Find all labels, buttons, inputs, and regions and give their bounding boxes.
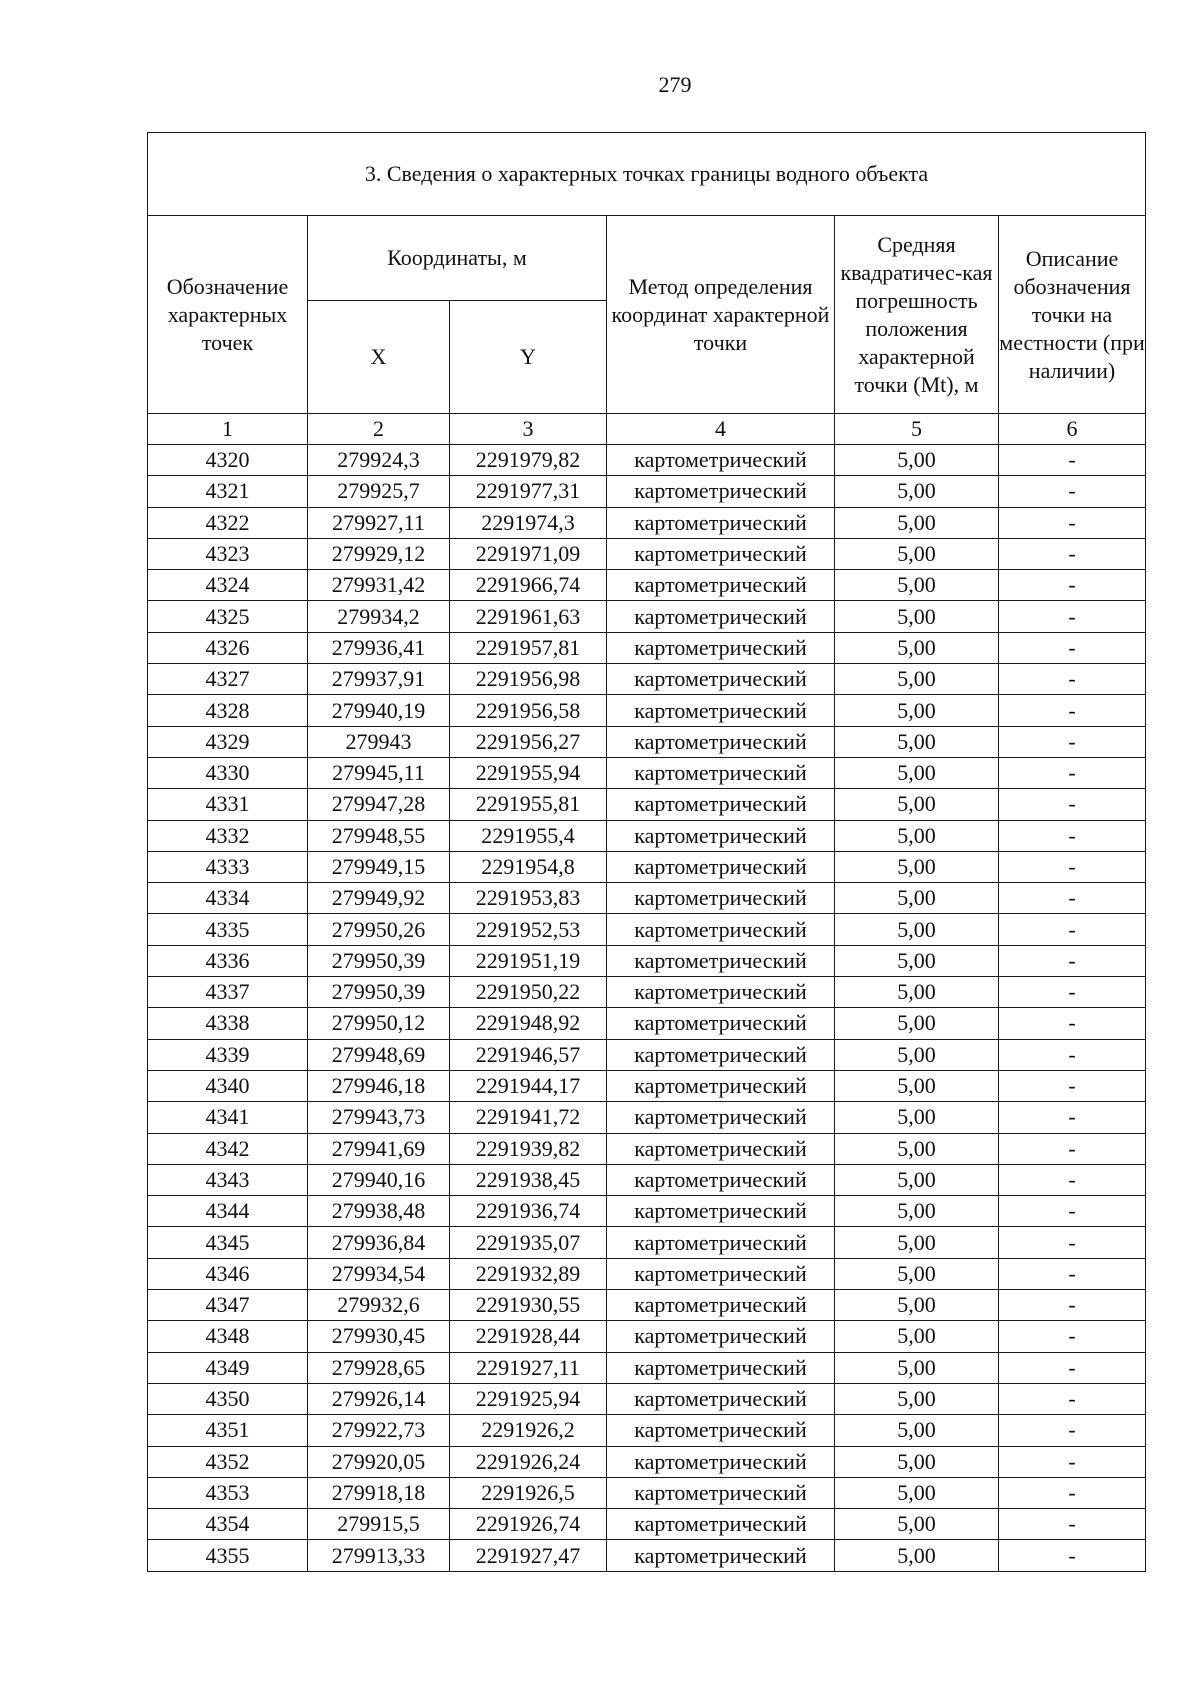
cell-method: картометрический [607, 851, 835, 882]
cell-y: 2291971,09 [450, 538, 607, 569]
cell-description: - [999, 1290, 1146, 1321]
table-title-row [148, 133, 1146, 216]
cell-x: 279950,39 [308, 945, 450, 976]
cell-method: картометрический [607, 445, 835, 476]
cell-description: - [999, 820, 1146, 851]
cell-point-id: 4346 [148, 1258, 308, 1289]
table-row [148, 945, 1146, 976]
cell-y: 2291935,07 [450, 1227, 607, 1258]
cell-y: 2291939,82 [450, 1133, 607, 1164]
cell-x: 279940,16 [308, 1164, 450, 1195]
cell-method: картометрический [607, 632, 835, 663]
cell-error: 5,00 [835, 1102, 999, 1133]
cell-y: 2291926,24 [450, 1446, 607, 1477]
cell-y: 2291979,82 [450, 445, 607, 476]
cell-error: 5,00 [835, 1383, 999, 1414]
cell-error: 5,00 [835, 445, 999, 476]
cell-y: 2291956,58 [450, 695, 607, 726]
cell-error: 5,00 [835, 789, 999, 820]
cell-description: - [999, 570, 1146, 601]
table-row [148, 726, 1146, 757]
cell-point-id: 4341 [148, 1102, 308, 1133]
cell-x: 279920,05 [308, 1446, 450, 1477]
cell-description: - [999, 1540, 1146, 1571]
cell-x: 279943,73 [308, 1102, 450, 1133]
table-row [148, 570, 1146, 601]
cell-x: 279932,6 [308, 1290, 450, 1321]
cell-point-id: 4326 [148, 632, 308, 663]
table-row [148, 1383, 1146, 1414]
cell-method: картометрический [607, 1164, 835, 1195]
cell-error: 5,00 [835, 757, 999, 788]
table-row [148, 1196, 1146, 1227]
cell-x: 279949,92 [308, 883, 450, 914]
cell-description: - [999, 726, 1146, 757]
cell-error: 5,00 [835, 1133, 999, 1164]
cell-y: 2291926,5 [450, 1477, 607, 1508]
cell-error: 5,00 [835, 820, 999, 851]
cell-method: картометрический [607, 820, 835, 851]
cell-error: 5,00 [835, 1070, 999, 1101]
cell-error: 5,00 [835, 977, 999, 1008]
cell-method: картометрический [607, 1290, 835, 1321]
table-row [148, 1008, 1146, 1039]
cell-y: 2291952,53 [450, 914, 607, 945]
cell-x: 279948,69 [308, 1039, 450, 1070]
cell-method: картометрический [607, 1258, 835, 1289]
cell-x: 279913,33 [308, 1540, 450, 1571]
cell-x: 279943 [308, 726, 450, 757]
cell-method: картометрический [607, 601, 835, 632]
cell-point-id: 4336 [148, 945, 308, 976]
cell-y: 2291956,98 [450, 664, 607, 695]
cell-x: 279936,41 [308, 632, 450, 663]
cell-method: картометрический [607, 1383, 835, 1414]
cell-y: 2291946,57 [450, 1039, 607, 1070]
cell-error: 5,00 [835, 664, 999, 695]
cell-error: 5,00 [835, 945, 999, 976]
cell-description: - [999, 1383, 1146, 1414]
cell-y: 2291977,31 [450, 476, 607, 507]
table-row [148, 1540, 1146, 1571]
cell-method: картометрический [607, 914, 835, 945]
cell-description: - [999, 1477, 1146, 1508]
cell-point-id: 4353 [148, 1477, 308, 1508]
table-row [148, 632, 1146, 663]
table-row [148, 445, 1146, 476]
cell-method: картометрический [607, 1070, 835, 1101]
cell-y: 2291926,74 [450, 1509, 607, 1540]
column-number: 2 [308, 414, 450, 445]
table-row [148, 757, 1146, 788]
cell-point-id: 4327 [148, 664, 308, 695]
table-row [148, 977, 1146, 1008]
table-row [148, 695, 1146, 726]
cell-description: - [999, 1321, 1146, 1352]
cell-error: 5,00 [835, 1227, 999, 1258]
cell-y: 2291950,22 [450, 977, 607, 1008]
cell-method: картометрический [607, 507, 835, 538]
cell-error: 5,00 [835, 601, 999, 632]
cell-method: картометрический [607, 1415, 835, 1446]
cell-x: 279945,11 [308, 757, 450, 788]
table-row [148, 1446, 1146, 1477]
cell-point-id: 4322 [148, 507, 308, 538]
cell-y: 2291925,94 [450, 1383, 607, 1414]
cell-x: 279936,84 [308, 1227, 450, 1258]
cell-y: 2291955,81 [450, 789, 607, 820]
cell-y: 2291957,81 [450, 632, 607, 663]
cell-description: - [999, 789, 1146, 820]
cell-method: картометрический [607, 945, 835, 976]
cell-x: 279924,3 [308, 445, 450, 476]
cell-point-id: 4338 [148, 1008, 308, 1039]
cell-description: - [999, 945, 1146, 976]
cell-x: 279929,12 [308, 538, 450, 569]
cell-x: 279928,65 [308, 1352, 450, 1383]
table-row [148, 1102, 1146, 1133]
cell-error: 5,00 [835, 1008, 999, 1039]
cell-error: 5,00 [835, 851, 999, 882]
cell-description: - [999, 1352, 1146, 1383]
cell-point-id: 4347 [148, 1290, 308, 1321]
table-row [148, 1509, 1146, 1540]
cell-x: 279934,2 [308, 601, 450, 632]
cell-error: 5,00 [835, 1446, 999, 1477]
cell-point-id: 4350 [148, 1383, 308, 1414]
cell-point-id: 4323 [148, 538, 308, 569]
cell-y: 2291954,8 [450, 851, 607, 882]
table-row [148, 1290, 1146, 1321]
cell-error: 5,00 [835, 1164, 999, 1195]
cell-point-id: 4351 [148, 1415, 308, 1446]
cell-point-id: 4354 [148, 1509, 308, 1540]
cell-error: 5,00 [835, 695, 999, 726]
cell-description: - [999, 1509, 1146, 1540]
cell-description: - [999, 1258, 1146, 1289]
cell-description: - [999, 757, 1146, 788]
cell-method: картометрический [607, 1227, 835, 1258]
cell-y: 2291953,83 [450, 883, 607, 914]
cell-point-id: 4340 [148, 1070, 308, 1101]
cell-point-id: 4348 [148, 1321, 308, 1352]
cell-description: - [999, 507, 1146, 538]
header-y: Y [450, 301, 607, 414]
cell-x: 279948,55 [308, 820, 450, 851]
cell-point-id: 4337 [148, 977, 308, 1008]
cell-y: 2291938,45 [450, 1164, 607, 1195]
column-number: 4 [607, 414, 835, 445]
cell-method: картометрический [607, 1102, 835, 1133]
header-coords: Координаты, м [308, 216, 607, 301]
cell-x: 279950,26 [308, 914, 450, 945]
cell-y: 2291936,74 [450, 1196, 607, 1227]
cell-x: 279950,39 [308, 977, 450, 1008]
cell-error: 5,00 [835, 570, 999, 601]
header-row-top [148, 216, 1146, 301]
table-row [148, 476, 1146, 507]
cell-description: - [999, 914, 1146, 945]
table-row [148, 664, 1146, 695]
cell-y: 2291944,17 [450, 1070, 607, 1101]
cell-method: картометрический [607, 1133, 835, 1164]
cell-description: - [999, 1008, 1146, 1039]
header-ident: Обозначение характерных точек [148, 216, 308, 414]
cell-method: картометрический [607, 664, 835, 695]
cell-point-id: 4329 [148, 726, 308, 757]
cell-point-id: 4343 [148, 1164, 308, 1195]
column-number: 5 [835, 414, 999, 445]
cell-method: картометрический [607, 1446, 835, 1477]
cell-description: - [999, 883, 1146, 914]
cell-method: картометрический [607, 1509, 835, 1540]
cell-description: - [999, 1039, 1146, 1070]
cell-x: 279930,45 [308, 1321, 450, 1352]
cell-point-id: 4328 [148, 695, 308, 726]
cell-description: - [999, 664, 1146, 695]
cell-point-id: 4320 [148, 445, 308, 476]
cell-point-id: 4321 [148, 476, 308, 507]
cell-x: 279922,73 [308, 1415, 450, 1446]
cell-description: - [999, 632, 1146, 663]
cell-point-id: 4344 [148, 1196, 308, 1227]
cell-description: - [999, 977, 1146, 1008]
cell-x: 279931,42 [308, 570, 450, 601]
cell-error: 5,00 [835, 726, 999, 757]
table-row [148, 1477, 1146, 1508]
table-row [148, 820, 1146, 851]
cell-point-id: 4324 [148, 570, 308, 601]
cell-description: - [999, 476, 1146, 507]
cell-description: - [999, 695, 1146, 726]
cell-point-id: 4342 [148, 1133, 308, 1164]
cell-error: 5,00 [835, 1415, 999, 1446]
table-row [148, 1352, 1146, 1383]
cell-x: 279940,19 [308, 695, 450, 726]
table-row [148, 601, 1146, 632]
column-number: 3 [450, 414, 607, 445]
cell-x: 279949,15 [308, 851, 450, 882]
cell-error: 5,00 [835, 1540, 999, 1571]
cell-x: 279950,12 [308, 1008, 450, 1039]
cell-method: картометрический [607, 1321, 835, 1352]
cell-x: 279934,54 [308, 1258, 450, 1289]
cell-method: картометрический [607, 570, 835, 601]
table-row [148, 1321, 1146, 1352]
cell-method: картометрический [607, 757, 835, 788]
cell-method: картометрический [607, 1039, 835, 1070]
cell-error: 5,00 [835, 1321, 999, 1352]
cell-point-id: 4333 [148, 851, 308, 882]
cell-description: - [999, 445, 1146, 476]
table-row [148, 1039, 1146, 1070]
cell-method: картометрический [607, 726, 835, 757]
cell-y: 2291955,4 [450, 820, 607, 851]
cell-method: картометрический [607, 1540, 835, 1571]
cell-description: - [999, 1070, 1146, 1101]
cell-x: 279947,28 [308, 789, 450, 820]
cell-y: 2291927,47 [450, 1540, 607, 1571]
table-title: 3. Сведения о характерных точках границы водного объекта [148, 133, 1146, 216]
cell-x: 279927,11 [308, 507, 450, 538]
cell-point-id: 4345 [148, 1227, 308, 1258]
cell-description: - [999, 1133, 1146, 1164]
cell-error: 5,00 [835, 632, 999, 663]
cell-x: 279918,18 [308, 1477, 450, 1508]
cell-description: - [999, 1446, 1146, 1477]
cell-point-id: 4352 [148, 1446, 308, 1477]
cell-point-id: 4334 [148, 883, 308, 914]
cell-error: 5,00 [835, 883, 999, 914]
cell-y: 2291928,44 [450, 1321, 607, 1352]
cell-method: картометрический [607, 538, 835, 569]
cell-x: 279937,91 [308, 664, 450, 695]
table-row [148, 538, 1146, 569]
cell-point-id: 4325 [148, 601, 308, 632]
cell-point-id: 4339 [148, 1039, 308, 1070]
cell-point-id: 4331 [148, 789, 308, 820]
cell-description: - [999, 1102, 1146, 1133]
header-x: X [308, 301, 450, 414]
cell-point-id: 4332 [148, 820, 308, 851]
header-error: Средняя квадратичес-кая погрешность положения характерной точки (Mt), м [835, 216, 999, 414]
cell-point-id: 4335 [148, 914, 308, 945]
table-row [148, 1258, 1146, 1289]
cell-point-id: 4355 [148, 1540, 308, 1571]
cell-error: 5,00 [835, 538, 999, 569]
table-row [148, 1133, 1146, 1164]
cell-x: 279926,14 [308, 1383, 450, 1414]
cell-y: 2291930,55 [450, 1290, 607, 1321]
table-row [148, 1415, 1146, 1446]
table-row [148, 1227, 1146, 1258]
cell-y: 2291956,27 [450, 726, 607, 757]
cell-x: 279941,69 [308, 1133, 450, 1164]
cell-method: картометрический [607, 1352, 835, 1383]
table-row [148, 1164, 1146, 1195]
cell-description: - [999, 1164, 1146, 1195]
cell-error: 5,00 [835, 476, 999, 507]
cell-method: картометрический [607, 476, 835, 507]
cell-y: 2291966,74 [450, 570, 607, 601]
cell-y: 2291932,89 [450, 1258, 607, 1289]
table-row [148, 914, 1146, 945]
cell-method: картометрический [607, 977, 835, 1008]
cell-x: 279938,48 [308, 1196, 450, 1227]
table-row [148, 883, 1146, 914]
cell-error: 5,00 [835, 1039, 999, 1070]
cell-x: 279915,5 [308, 1509, 450, 1540]
cell-method: картометрический [607, 1008, 835, 1039]
column-number: 1 [148, 414, 308, 445]
header-description: Описание обозначения точки на местности (при наличии) [999, 216, 1146, 414]
cell-description: - [999, 538, 1146, 569]
cell-y: 2291941,72 [450, 1102, 607, 1133]
cell-error: 5,00 [835, 914, 999, 945]
cell-error: 5,00 [835, 507, 999, 538]
table-row [148, 507, 1146, 538]
cell-y: 2291974,3 [450, 507, 607, 538]
column-number: 6 [999, 414, 1146, 445]
cell-error: 5,00 [835, 1509, 999, 1540]
cell-error: 5,00 [835, 1477, 999, 1508]
table-row [148, 789, 1146, 820]
cell-description: - [999, 851, 1146, 882]
page-number: 279 [658, 72, 692, 97]
cell-point-id: 4330 [148, 757, 308, 788]
cell-y: 2291926,2 [450, 1415, 607, 1446]
cell-error: 5,00 [835, 1196, 999, 1227]
cell-method: картометрический [607, 1477, 835, 1508]
cell-error: 5,00 [835, 1352, 999, 1383]
cell-description: - [999, 1415, 1146, 1446]
cell-method: картометрический [607, 1196, 835, 1227]
table-row [148, 1070, 1146, 1101]
cell-error: 5,00 [835, 1258, 999, 1289]
cell-description: - [999, 1196, 1146, 1227]
cell-y: 2291961,63 [450, 601, 607, 632]
cell-point-id: 4349 [148, 1352, 308, 1383]
cell-x: 279946,18 [308, 1070, 450, 1101]
header-method: Метод определения координат характерной точки [607, 216, 835, 414]
column-numbers-row [148, 414, 1146, 445]
cell-y: 2291927,11 [450, 1352, 607, 1383]
cell-method: картометрический [607, 789, 835, 820]
cell-x: 279925,7 [308, 476, 450, 507]
cell-error: 5,00 [835, 1290, 999, 1321]
cell-y: 2291948,92 [450, 1008, 607, 1039]
cell-y: 2291951,19 [450, 945, 607, 976]
cell-y: 2291955,94 [450, 757, 607, 788]
cell-method: картометрический [607, 883, 835, 914]
cell-description: - [999, 601, 1146, 632]
table-row [148, 851, 1146, 882]
cell-description: - [999, 1227, 1146, 1258]
cell-method: картометрический [607, 695, 835, 726]
boundary-points-table [147, 132, 1146, 1572]
